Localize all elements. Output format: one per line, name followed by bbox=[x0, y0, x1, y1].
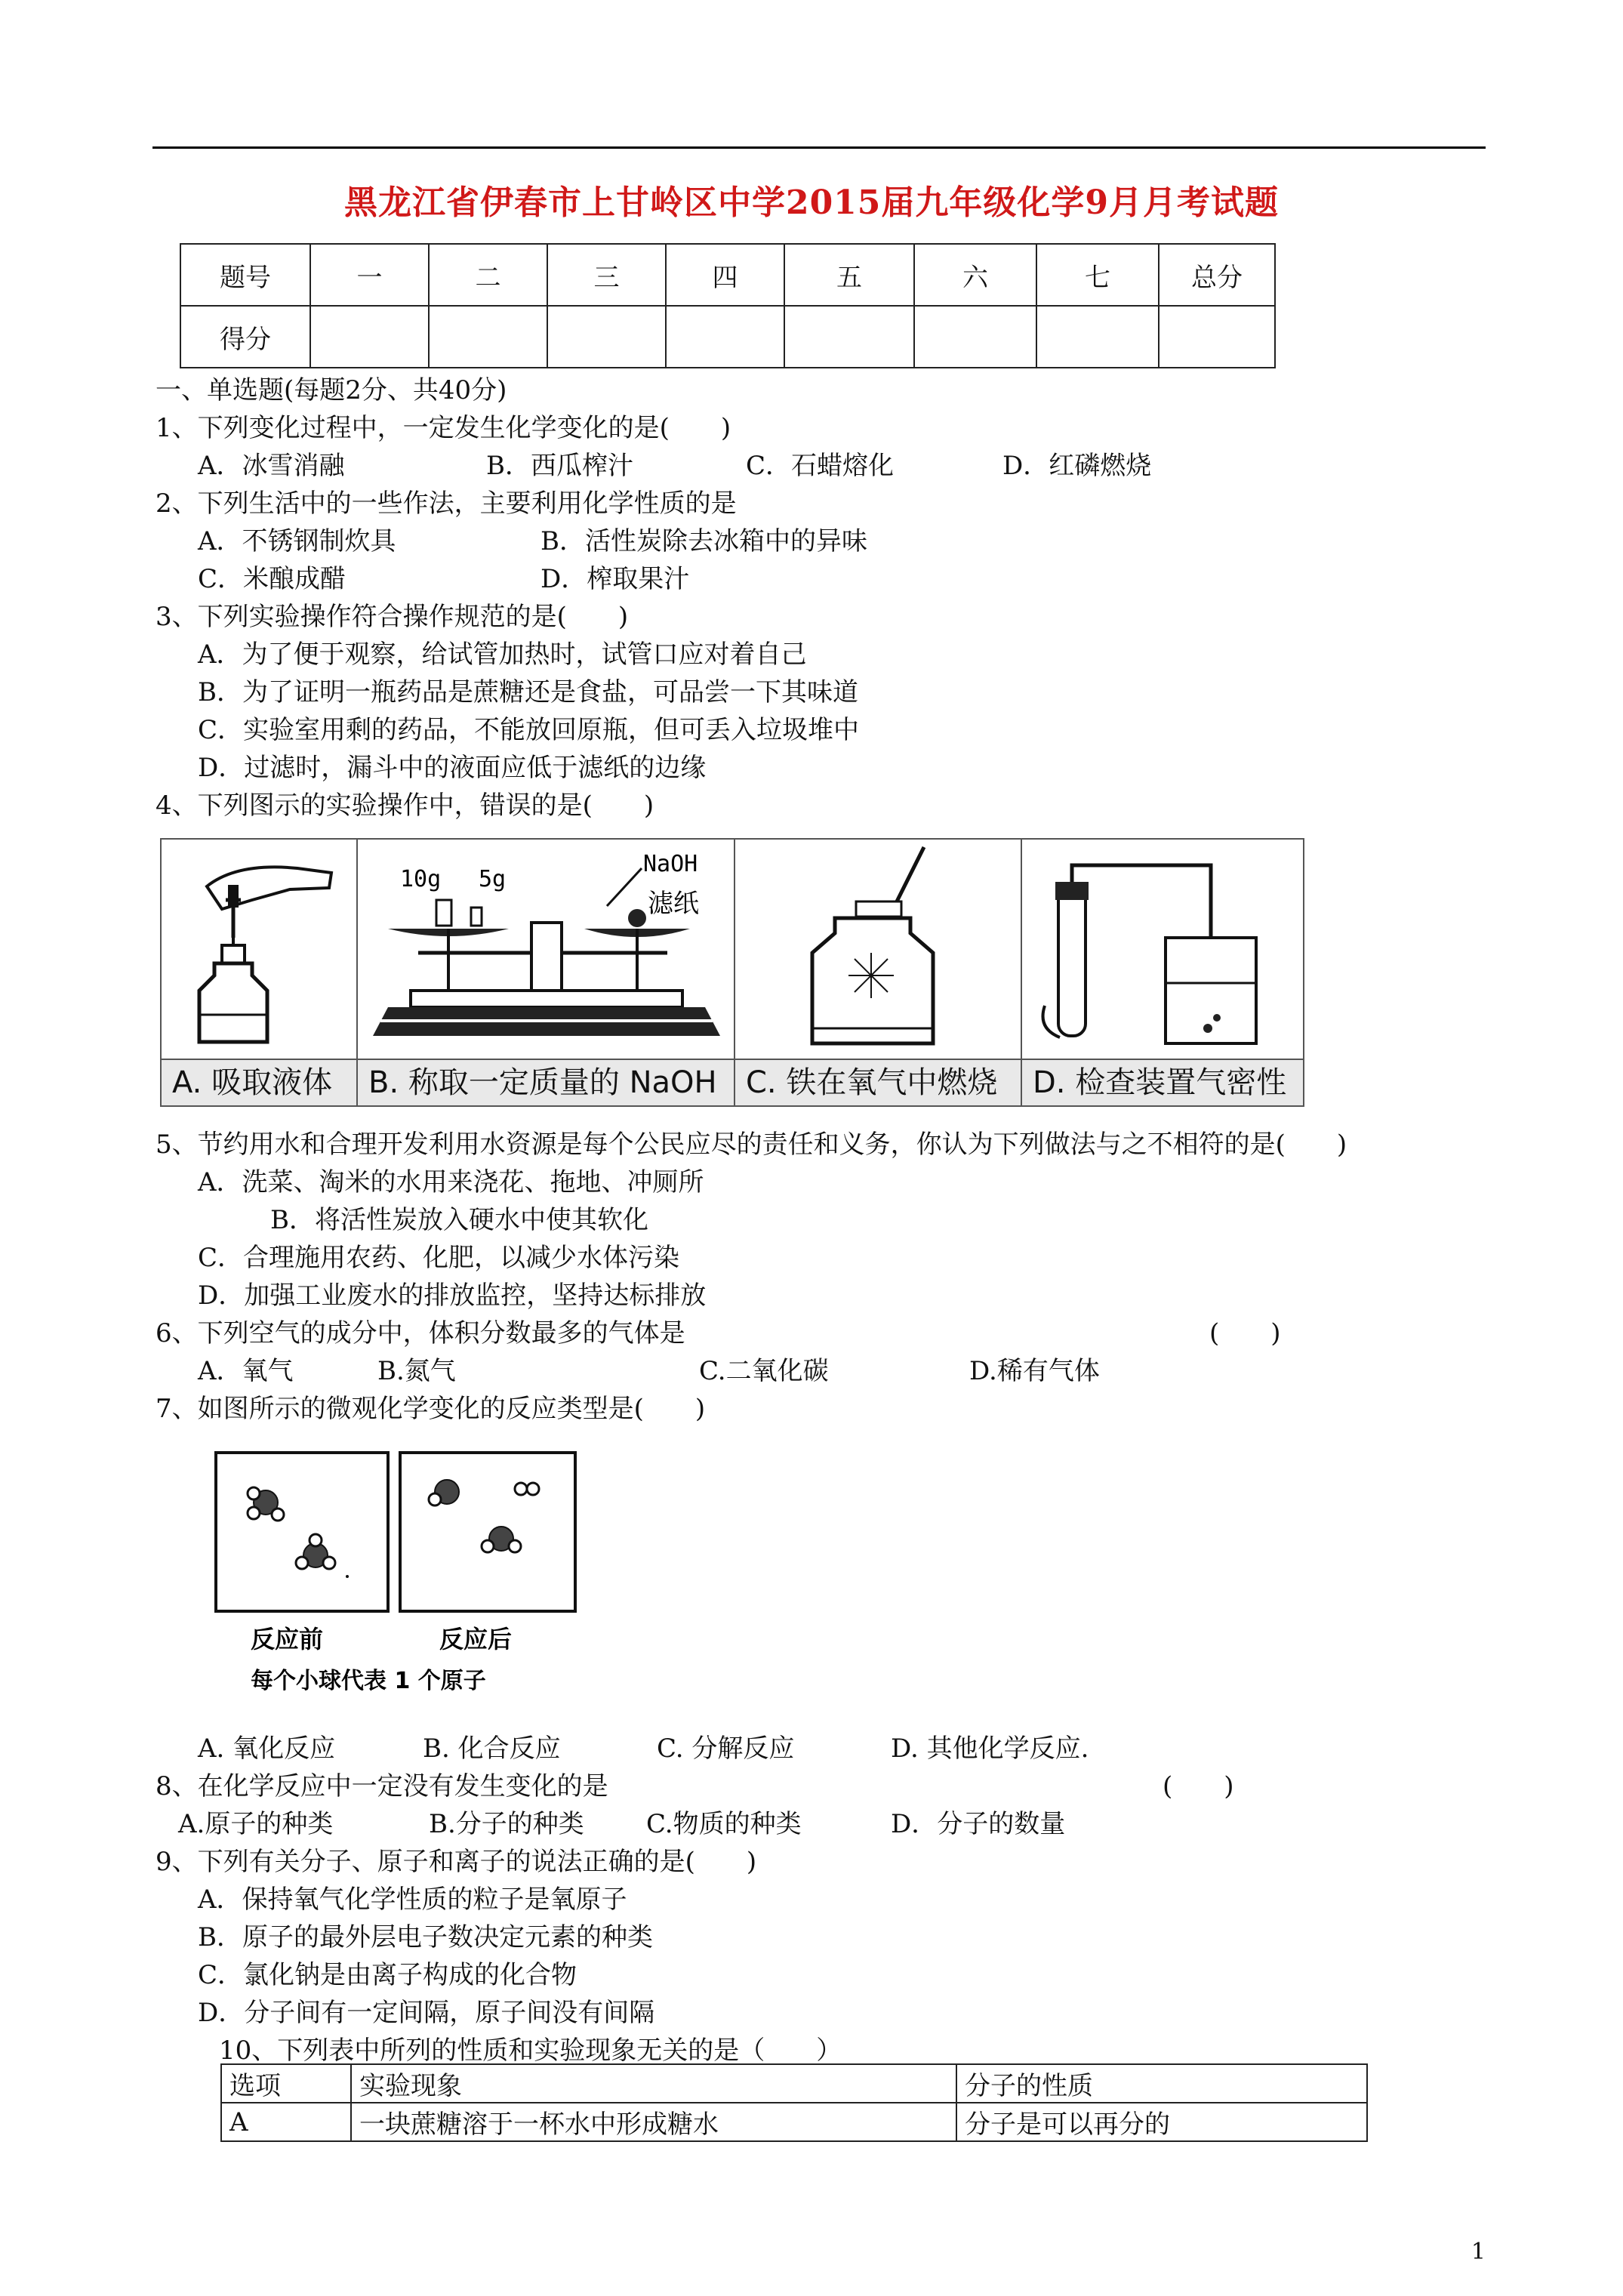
score-header-cell: 一 bbox=[310, 244, 429, 306]
reaction-diagram bbox=[213, 1450, 583, 1706]
page-title: 黑龙江省伊春市上甘岭区中学2015届九年级化学9月月考试题 bbox=[343, 183, 1280, 222]
question-stem: 6、下列空气的成分中，体积分数最多的气体是 bbox=[156, 1318, 685, 1348]
option: A．氧气 bbox=[198, 1356, 294, 1386]
option: D．过滤时，漏斗中的液面应低于滤纸的边缘 bbox=[198, 753, 707, 783]
option: A．保持氧气化学性质的粒子是氧原子 bbox=[198, 1885, 627, 1915]
airtightness-illustration bbox=[1022, 840, 1303, 1060]
score-cell[interactable] bbox=[666, 306, 784, 368]
score-cell[interactable] bbox=[310, 306, 429, 368]
option: A．冰雪消融 bbox=[198, 451, 345, 481]
option: C. 分解反应 bbox=[657, 1734, 795, 1764]
option: C．合理施用农药、化肥，以减少水体污染 bbox=[198, 1243, 680, 1273]
score-row-label: 得分 bbox=[180, 306, 310, 368]
caption-a: A. 吸取液体 bbox=[162, 1059, 356, 1105]
question-stem: 8、在化学反应中一定没有发生变化的是 bbox=[156, 1771, 608, 1801]
question-stem: 2、下列生活中的一些作法，主要利用化学性质的是 bbox=[156, 488, 737, 519]
option: B．为了证明一瓶药品是蔗糖还是食盐，可品尝一下其味道 bbox=[198, 677, 858, 707]
score-header-cell: 题号 bbox=[180, 244, 310, 306]
score-cell[interactable] bbox=[1159, 306, 1275, 368]
score-table-header-row bbox=[180, 244, 1275, 306]
caption-b: B. 称取一定质量的 NaOH bbox=[358, 1059, 734, 1105]
question-stem: 7、如图所示的微观化学变化的反应类型是( ) bbox=[156, 1394, 706, 1424]
option: B．西瓜榨汁 bbox=[486, 451, 633, 481]
option: C.物质的种类 bbox=[646, 1809, 802, 1839]
question-stem: 10、下列表中所列的性质和实验现象无关的是（ ） bbox=[219, 2036, 842, 2066]
iron-burning-illustration bbox=[735, 840, 1022, 1060]
option: B．活性炭除去冰箱中的异味 bbox=[540, 526, 867, 556]
option: C．米酿成醋 bbox=[198, 564, 346, 594]
label-before: 反应前 bbox=[251, 1625, 324, 1653]
panel-b bbox=[358, 840, 735, 1105]
option: D．红磷燃烧 bbox=[1002, 451, 1152, 481]
option: B.氮气 bbox=[377, 1356, 456, 1386]
answer-paren: ( ) bbox=[1209, 1318, 1281, 1348]
score-cell[interactable] bbox=[1036, 306, 1159, 368]
score-header-cell: 六 bbox=[914, 244, 1036, 306]
option: D. 其他化学反应. bbox=[891, 1734, 1089, 1764]
question-stem: 1、下列变化过程中，一定发生化学变化的是( ) bbox=[156, 413, 731, 443]
balance-illustration bbox=[358, 840, 735, 1060]
q10-cell: 分子是可以再分的 bbox=[956, 2103, 1367, 2141]
score-header-cell: 二 bbox=[429, 244, 547, 306]
question-stem: 4、下列图示的实验操作中，错误的是( ) bbox=[156, 791, 654, 821]
option: D．分子的数量 bbox=[891, 1809, 1066, 1839]
option: A．洗菜、淘米的水用来浇花、拖地、冲厕所 bbox=[198, 1167, 704, 1197]
option: B.分子的种类 bbox=[429, 1809, 584, 1839]
page-number: 1 bbox=[1471, 2239, 1486, 2265]
score-cell[interactable] bbox=[914, 306, 1036, 368]
score-header-cell: 五 bbox=[784, 244, 914, 306]
q10-table bbox=[220, 2063, 1368, 2142]
score-header-cell: 三 bbox=[547, 244, 666, 306]
option: D．分子间有一定间隔，原子间没有间隔 bbox=[198, 1998, 655, 2028]
option: A．为了便于观察，给试管加热时，试管口应对着自己 bbox=[198, 639, 807, 670]
option: C．实验室用剩的药品，不能放回原瓶，但可丢入垃圾堆中 bbox=[198, 715, 860, 745]
option: B．原子的最外层电子数决定元素的种类 bbox=[198, 1922, 653, 1952]
q10-header-cell: 实验现象 bbox=[351, 2064, 956, 2103]
option: B. 化合反应 bbox=[423, 1734, 561, 1764]
answer-paren: ( ) bbox=[1163, 1771, 1234, 1801]
option: D．榨取果汁 bbox=[540, 564, 690, 594]
label-naoh: NaOH bbox=[643, 851, 698, 877]
label-10g: 10g bbox=[400, 866, 442, 892]
q10-cell: A bbox=[221, 2103, 351, 2141]
panel-d bbox=[1022, 840, 1303, 1105]
q10-header-row bbox=[221, 2064, 1367, 2103]
panel-a bbox=[162, 840, 358, 1105]
top-rule bbox=[152, 146, 1486, 149]
option: D.稀有气体 bbox=[969, 1356, 1100, 1386]
score-header-cell: 七 bbox=[1036, 244, 1159, 306]
option: A.原子的种类 bbox=[178, 1809, 334, 1839]
label-after: 反应后 bbox=[439, 1625, 513, 1653]
section-heading: 一、单选题(每题2分、共40分) bbox=[156, 375, 507, 405]
option: C．氯化钠是由离子构成的化合物 bbox=[198, 1960, 577, 1990]
score-cell[interactable] bbox=[547, 306, 666, 368]
label-filter-paper: 滤纸 bbox=[648, 889, 699, 919]
score-table bbox=[180, 243, 1276, 368]
molecule-figure bbox=[213, 1450, 583, 1706]
score-table-row bbox=[180, 306, 1275, 368]
question-stem: 9、下列有关分子、原子和离子的说法正确的是( ) bbox=[156, 1847, 757, 1877]
dropper-illustration bbox=[162, 840, 358, 1060]
table-row bbox=[221, 2103, 1367, 2141]
score-header-cell: 四 bbox=[666, 244, 784, 306]
q10-header-cell: 选项 bbox=[221, 2064, 351, 2103]
option: C．石蜡熔化 bbox=[746, 451, 895, 481]
q10-cell: 一块蔗糖溶于一杯水中形成糖水 bbox=[351, 2103, 956, 2141]
label-note: 每个小球代表 1 个原子 bbox=[251, 1668, 486, 1694]
option: C.二氧化碳 bbox=[699, 1356, 829, 1386]
option: D．加强工业废水的排放监控，坚持达标排放 bbox=[198, 1281, 707, 1311]
label-5g: 5g bbox=[479, 866, 507, 892]
score-cell[interactable] bbox=[784, 306, 914, 368]
question-stem: 3、下列实验操作符合操作规范的是( ) bbox=[156, 602, 629, 632]
question-stem: 5、节约用水和合理开发利用水资源是每个公民应尽的责任和义务，你认为下列做法与之不相符的是( ) bbox=[156, 1130, 1347, 1160]
lab-operations-figure bbox=[160, 838, 1304, 1107]
option: A．不锈钢制炊具 bbox=[198, 526, 396, 556]
caption-d: D. 检查装置气密性 bbox=[1022, 1059, 1303, 1105]
caption-c: C. 铁在氧气中燃烧 bbox=[735, 1059, 1021, 1105]
score-cell[interactable] bbox=[429, 306, 547, 368]
score-header-cell: 总分 bbox=[1159, 244, 1275, 306]
panel-c bbox=[735, 840, 1022, 1105]
option: A. 氧化反应 bbox=[198, 1734, 336, 1764]
option: B．将活性炭放入硬水中使其软化 bbox=[270, 1205, 648, 1235]
q10-header-cell: 分子的性质 bbox=[956, 2064, 1367, 2103]
